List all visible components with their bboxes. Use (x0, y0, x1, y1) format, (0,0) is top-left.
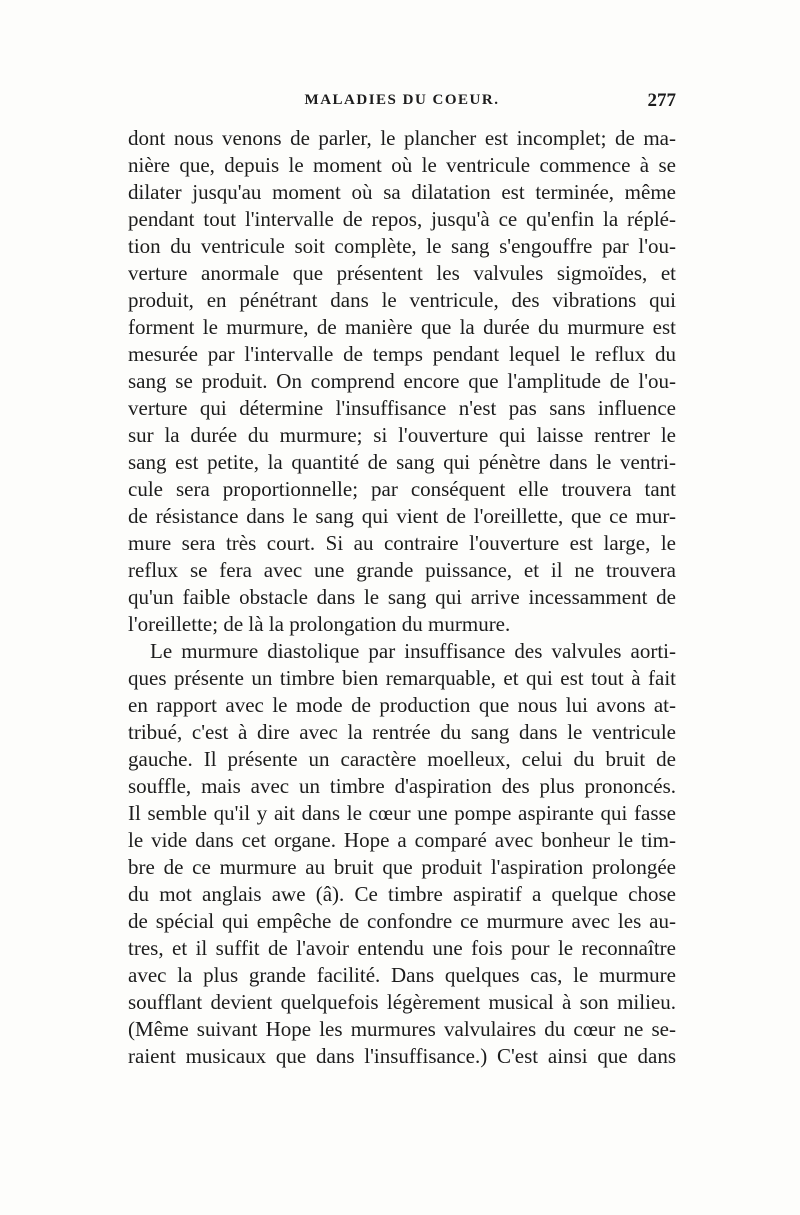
text-line: dont nous venons de parler, le plancher est incomplet; de ma- (128, 126, 676, 150)
text-line: tion du ventricule soit complète, le sang s'engouffre par l'ou- (128, 234, 676, 258)
running-title: MALADIES DU COEUR. (304, 92, 500, 108)
text-line: qu'un faible obstacle dans le sang qui arrive incessamment de (128, 585, 676, 609)
text-line: pendant tout l'intervalle de repos, jusqu'à ce qu'enfin la réplé- (128, 207, 676, 231)
text-line: sur la durée du murmure; si l'ouverture qui laisse rentrer le (128, 423, 676, 447)
text-line: mure sera très court. Si au contraire l'ouverture est large, le (128, 531, 676, 555)
text-line: souffle, mais avec un timbre d'aspiration des plus prononcés. (128, 774, 676, 798)
body-text (128, 125, 676, 1070)
text-line: cule sera proportionnelle; par conséquent elle trouvera tant (128, 477, 676, 501)
text-line: forment le murmure, de manière que la durée du murmure est (128, 315, 676, 339)
text-line: produit, en pénétrant dans le ventricule, des vibrations qui (128, 288, 676, 312)
text-line: (Même suivant Hope les murmures valvulaires du cœur ne se- (128, 1017, 676, 1041)
text-line: tres, et il suffit de l'avoir entendu une fois pour le reconnaître (128, 936, 676, 960)
text-line: en rapport avec le mode de production que nous lui avons at- (128, 693, 676, 717)
text-line: Il semble qu'il y ait dans le cœur une pompe aspirante qui fasse (128, 801, 676, 825)
text-line: nière que, depuis le moment où le ventricule commence à se (128, 153, 676, 177)
text-line: bre de ce murmure au bruit que produit l'aspiration prolongée (128, 855, 676, 879)
text-line: sang se produit. On comprend encore que l'amplitude de l'ou- (128, 369, 676, 393)
text-line: reflux se fera avec une grande puissance, et il ne trouvera (128, 558, 676, 582)
running-head (128, 92, 676, 116)
text-line: dilater jusqu'au moment où sa dilatation est terminée, même (128, 180, 676, 204)
text-line: verture qui détermine l'insuffisance n'est pas sans influence (128, 396, 676, 420)
text-line: soufflant devient quelquefois légèrement musical à son milieu. (128, 990, 676, 1014)
text-line: l'oreillette; de là la prolongation du murmure. (128, 612, 511, 636)
text-line: verture anormale que présentent les valvules sigmoïdes, et (128, 261, 676, 285)
text-line: raient musicaux que dans l'insuffisance.) C'est ainsi que dans (128, 1044, 676, 1068)
text-line: le vide dans cet organe. Hope a comparé avec bonheur le tim- (128, 828, 676, 852)
text-line: tribué, c'est à dire avec la rentrée du sang dans le ventricule (128, 720, 676, 744)
text-line: mesurée par l'intervalle de temps pendant lequel le reflux du (128, 342, 676, 366)
text-line: de spécial qui empêche de confondre ce murmure avec les au- (128, 909, 676, 933)
text-line: ques présente un timbre bien remarquable, et qui est tout à fait (128, 666, 676, 690)
text-line: Le murmure diastolique par insuffisance des valvules aorti- (150, 639, 676, 663)
text-line: gauche. Il présente un caractère moelleux, celui du bruit de (128, 747, 676, 771)
text-line: avec la plus grande facilité. Dans quelques cas, le murmure (128, 963, 676, 987)
text-line: du mot anglais awe (â). Ce timbre aspiratif a quelque chose (128, 882, 676, 906)
text-line: de résistance dans le sang qui vient de l'oreillette, que ce mur- (128, 504, 676, 528)
page-number: 277 (647, 90, 676, 111)
text-line: sang est petite, la quantité de sang qui pénètre dans le ventri- (128, 450, 676, 474)
